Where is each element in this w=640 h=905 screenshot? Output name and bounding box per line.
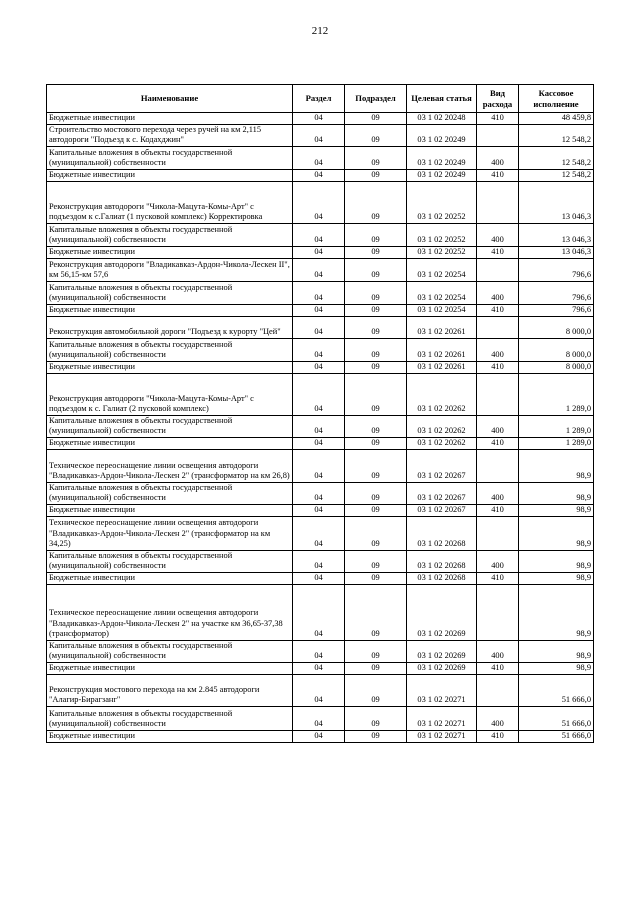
row-section: 04 [293, 338, 345, 361]
row-cash: 13 046,3 [519, 223, 594, 246]
row-name: Бюджетные инвестиции [47, 169, 293, 181]
row-section: 04 [293, 482, 345, 504]
row-name: Техническое переоснащение линии освещения автодороги "Владикавказ-Ардон-Чикола-Лескен 2" на участке км 36,65-37,38 (трансформатор) [47, 584, 293, 640]
table-row [47, 550, 594, 572]
row-section: 04 [293, 361, 345, 373]
row-section: 04 [293, 437, 345, 449]
row-cash: 796,6 [519, 258, 594, 281]
table-row [47, 113, 594, 125]
row-subsection: 09 [345, 572, 407, 584]
row-expense-type: 400 [477, 640, 519, 662]
row-expense-type: 400 [477, 223, 519, 246]
header-cash: Кассовое исполнение [519, 85, 594, 113]
row-section: 04 [293, 449, 345, 482]
row-expense-type [477, 674, 519, 706]
row-target: 03 1 02 20261 [407, 316, 477, 338]
row-expense-type: 410 [477, 662, 519, 674]
row-section: 04 [293, 706, 345, 730]
row-expense-type [477, 584, 519, 640]
table-row [47, 504, 594, 516]
table-row [47, 146, 594, 169]
row-name: Капитальные вложения в объекты государственной (муниципальной) собственности [47, 482, 293, 504]
row-name: Реконструкция мостового перехода на км 2.845 автодороги "Алагир-Бирагзанг" [47, 674, 293, 706]
table-row [47, 730, 594, 742]
table-row [47, 373, 594, 415]
row-target: 03 1 02 20249 [407, 146, 477, 169]
row-target: 03 1 02 20269 [407, 662, 477, 674]
row-name: Реконструкция автодороги "Владикавказ-Ардон-Чикола-Лескен II", км 56,15-км 57,6 [47, 258, 293, 281]
row-target: 03 1 02 20268 [407, 550, 477, 572]
row-expense-type: 410 [477, 169, 519, 181]
row-cash: 1 289,0 [519, 415, 594, 437]
header-subsection: Подраздел [345, 85, 407, 113]
row-section: 04 [293, 223, 345, 246]
row-cash: 98,9 [519, 550, 594, 572]
row-target: 03 1 02 20262 [407, 415, 477, 437]
row-subsection: 09 [345, 281, 407, 304]
row-section: 04 [293, 181, 345, 223]
table-row [47, 181, 594, 223]
row-name: Техническое переоснащение линии освещения автодороги "Владикавказ-Ардон-Чикола-Лескен 2" (трансформатор на км 34,25) [47, 516, 293, 550]
row-section: 04 [293, 146, 345, 169]
row-section: 04 [293, 373, 345, 415]
row-section: 04 [293, 572, 345, 584]
row-subsection: 09 [345, 113, 407, 125]
row-section: 04 [293, 516, 345, 550]
row-name: Реконструкция автодороги "Чикола-Мацута-Комы-Арт" с подъездом к с. Галиат (2 пусковой комплекс) [47, 373, 293, 415]
row-subsection: 09 [345, 258, 407, 281]
row-cash: 12 548,2 [519, 124, 594, 146]
table-row [47, 223, 594, 246]
row-expense-type: 400 [477, 146, 519, 169]
row-subsection: 09 [345, 674, 407, 706]
row-target: 03 1 02 20267 [407, 504, 477, 516]
row-name: Бюджетные инвестиции [47, 662, 293, 674]
row-subsection: 09 [345, 338, 407, 361]
row-target: 03 1 02 20254 [407, 304, 477, 316]
row-expense-type [477, 516, 519, 550]
row-name: Капитальные вложения в объекты государственной (муниципальной) собственности [47, 223, 293, 246]
row-expense-type: 410 [477, 572, 519, 584]
row-subsection: 09 [345, 449, 407, 482]
row-section: 04 [293, 281, 345, 304]
table-row [47, 304, 594, 316]
table-row [47, 449, 594, 482]
row-target: 03 1 02 20267 [407, 449, 477, 482]
row-cash: 13 046,3 [519, 246, 594, 258]
row-cash: 8 000,0 [519, 316, 594, 338]
row-name: Капитальные вложения в объекты государственной (муниципальной) собственности [47, 146, 293, 169]
row-section: 04 [293, 169, 345, 181]
row-target: 03 1 02 20262 [407, 437, 477, 449]
table-row [47, 258, 594, 281]
row-expense-type [477, 258, 519, 281]
row-target: 03 1 02 20271 [407, 674, 477, 706]
row-subsection: 09 [345, 730, 407, 742]
row-section: 04 [293, 304, 345, 316]
header-section: Раздел [293, 85, 345, 113]
row-name: Капитальные вложения в объекты государственной (муниципальной) собственности [47, 640, 293, 662]
table-row [47, 706, 594, 730]
row-target: 03 1 02 20261 [407, 361, 477, 373]
row-expense-type [477, 181, 519, 223]
row-section: 04 [293, 258, 345, 281]
row-cash: 796,6 [519, 304, 594, 316]
row-section: 04 [293, 124, 345, 146]
row-target: 03 1 02 20249 [407, 124, 477, 146]
row-subsection: 09 [345, 223, 407, 246]
row-subsection: 09 [345, 373, 407, 415]
row-subsection: 09 [345, 146, 407, 169]
row-name: Реконструкция автомобильной дороги "Подъезд к курорту "Цей" [47, 316, 293, 338]
table-row [47, 674, 594, 706]
row-cash: 98,9 [519, 516, 594, 550]
row-expense-type: 410 [477, 730, 519, 742]
row-target: 03 1 02 20249 [407, 169, 477, 181]
row-subsection: 09 [345, 706, 407, 730]
table-row [47, 361, 594, 373]
row-target: 03 1 02 20248 [407, 113, 477, 125]
row-cash: 48 459,8 [519, 113, 594, 125]
row-target: 03 1 02 20271 [407, 706, 477, 730]
row-expense-type [477, 449, 519, 482]
row-name: Бюджетные инвестиции [47, 572, 293, 584]
row-expense-type [477, 316, 519, 338]
row-target: 03 1 02 20254 [407, 258, 477, 281]
row-subsection: 09 [345, 437, 407, 449]
row-cash: 12 548,2 [519, 146, 594, 169]
row-subsection: 09 [345, 181, 407, 223]
row-expense-type: 400 [477, 706, 519, 730]
row-name: Капитальные вложения в объекты государственной (муниципальной) собственности [47, 281, 293, 304]
budget-table [46, 84, 594, 743]
row-name: Техническое переоснащение линии освещения автодороги "Владикавказ-Ардон-Чикола-Лескен 2" (трансформатор на км 26,8) [47, 449, 293, 482]
row-section: 04 [293, 550, 345, 572]
row-expense-type: 410 [477, 304, 519, 316]
table-row [47, 124, 594, 146]
row-cash: 98,9 [519, 640, 594, 662]
row-subsection: 09 [345, 584, 407, 640]
row-name: Бюджетные инвестиции [47, 113, 293, 125]
row-name: Капитальные вложения в объекты государственной (муниципальной) собственности [47, 706, 293, 730]
row-cash: 8 000,0 [519, 361, 594, 373]
row-section: 04 [293, 415, 345, 437]
row-cash: 51 666,0 [519, 706, 594, 730]
row-name: Капитальные вложения в объекты государственной (муниципальной) собственности [47, 550, 293, 572]
row-subsection: 09 [345, 361, 407, 373]
row-name: Строительство мостового перехода через ручей на км 2,115 автодороги "Подъезд к с. Кодахджин" [47, 124, 293, 146]
row-subsection: 09 [345, 304, 407, 316]
row-section: 04 [293, 504, 345, 516]
row-subsection: 09 [345, 415, 407, 437]
row-cash: 98,9 [519, 572, 594, 584]
row-expense-type: 410 [477, 437, 519, 449]
header-name: Наименование [47, 85, 293, 113]
table-row [47, 640, 594, 662]
row-target: 03 1 02 20252 [407, 223, 477, 246]
row-cash: 796,6 [519, 281, 594, 304]
table-row [47, 169, 594, 181]
row-target: 03 1 02 20262 [407, 373, 477, 415]
row-cash: 13 046,3 [519, 181, 594, 223]
row-section: 04 [293, 640, 345, 662]
table-row [47, 437, 594, 449]
row-cash: 1 289,0 [519, 437, 594, 449]
row-subsection: 09 [345, 169, 407, 181]
row-target: 03 1 02 20269 [407, 584, 477, 640]
row-name: Реконструкция автодороги "Чикола-Мацута-Комы-Арт" с подъездом к с.Галиат (1 пусковой комплекс) Корректировка [47, 181, 293, 223]
row-target: 03 1 02 20261 [407, 338, 477, 361]
row-expense-type: 410 [477, 361, 519, 373]
row-subsection: 09 [345, 640, 407, 662]
row-section: 04 [293, 316, 345, 338]
row-expense-type [477, 373, 519, 415]
row-section: 04 [293, 674, 345, 706]
row-name: Бюджетные инвестиции [47, 730, 293, 742]
row-subsection: 09 [345, 482, 407, 504]
table-row [47, 316, 594, 338]
row-name: Бюджетные инвестиции [47, 361, 293, 373]
row-section: 04 [293, 584, 345, 640]
row-expense-type: 400 [477, 482, 519, 504]
table-row [47, 281, 594, 304]
table-row [47, 572, 594, 584]
header-target: Целевая статья [407, 85, 477, 113]
row-cash: 12 548,2 [519, 169, 594, 181]
row-subsection: 09 [345, 662, 407, 674]
row-section: 04 [293, 662, 345, 674]
table-row [47, 246, 594, 258]
row-target: 03 1 02 20252 [407, 246, 477, 258]
row-cash: 98,9 [519, 504, 594, 516]
row-expense-type: 400 [477, 338, 519, 361]
row-cash: 98,9 [519, 482, 594, 504]
row-expense-type: 400 [477, 550, 519, 572]
table-row [47, 584, 594, 640]
row-target: 03 1 02 20268 [407, 516, 477, 550]
row-target: 03 1 02 20269 [407, 640, 477, 662]
table-header-row [47, 85, 594, 113]
row-name: Бюджетные инвестиции [47, 304, 293, 316]
row-subsection: 09 [345, 246, 407, 258]
row-subsection: 09 [345, 504, 407, 516]
row-cash: 51 666,0 [519, 730, 594, 742]
row-expense-type: 410 [477, 246, 519, 258]
row-cash: 98,9 [519, 449, 594, 482]
row-target: 03 1 02 20268 [407, 572, 477, 584]
row-name: Капитальные вложения в объекты государственной (муниципальной) собственности [47, 415, 293, 437]
row-name: Бюджетные инвестиции [47, 504, 293, 516]
row-subsection: 09 [345, 516, 407, 550]
table-row [47, 415, 594, 437]
table-row [47, 662, 594, 674]
row-subsection: 09 [345, 124, 407, 146]
row-expense-type: 400 [477, 415, 519, 437]
row-target: 03 1 02 20271 [407, 730, 477, 742]
table-row [47, 482, 594, 504]
table-row [47, 338, 594, 361]
row-expense-type [477, 124, 519, 146]
row-name: Капитальные вложения в объекты государственной (муниципальной) собственности [47, 338, 293, 361]
row-target: 03 1 02 20254 [407, 281, 477, 304]
row-cash: 98,9 [519, 584, 594, 640]
row-cash: 98,9 [519, 662, 594, 674]
row-subsection: 09 [345, 316, 407, 338]
row-cash: 1 289,0 [519, 373, 594, 415]
header-expense-type: Вид расхода [477, 85, 519, 113]
row-section: 04 [293, 113, 345, 125]
row-cash: 51 666,0 [519, 674, 594, 706]
page-number: 212 [311, 25, 329, 37]
row-cash: 8 000,0 [519, 338, 594, 361]
row-section: 04 [293, 730, 345, 742]
row-target: 03 1 02 20267 [407, 482, 477, 504]
row-name: Бюджетные инвестиции [47, 437, 293, 449]
row-name: Бюджетные инвестиции [47, 246, 293, 258]
row-target: 03 1 02 20252 [407, 181, 477, 223]
table-row [47, 516, 594, 550]
row-section: 04 [293, 246, 345, 258]
row-subsection: 09 [345, 550, 407, 572]
row-expense-type: 410 [477, 113, 519, 125]
row-expense-type: 410 [477, 504, 519, 516]
row-expense-type: 400 [477, 281, 519, 304]
